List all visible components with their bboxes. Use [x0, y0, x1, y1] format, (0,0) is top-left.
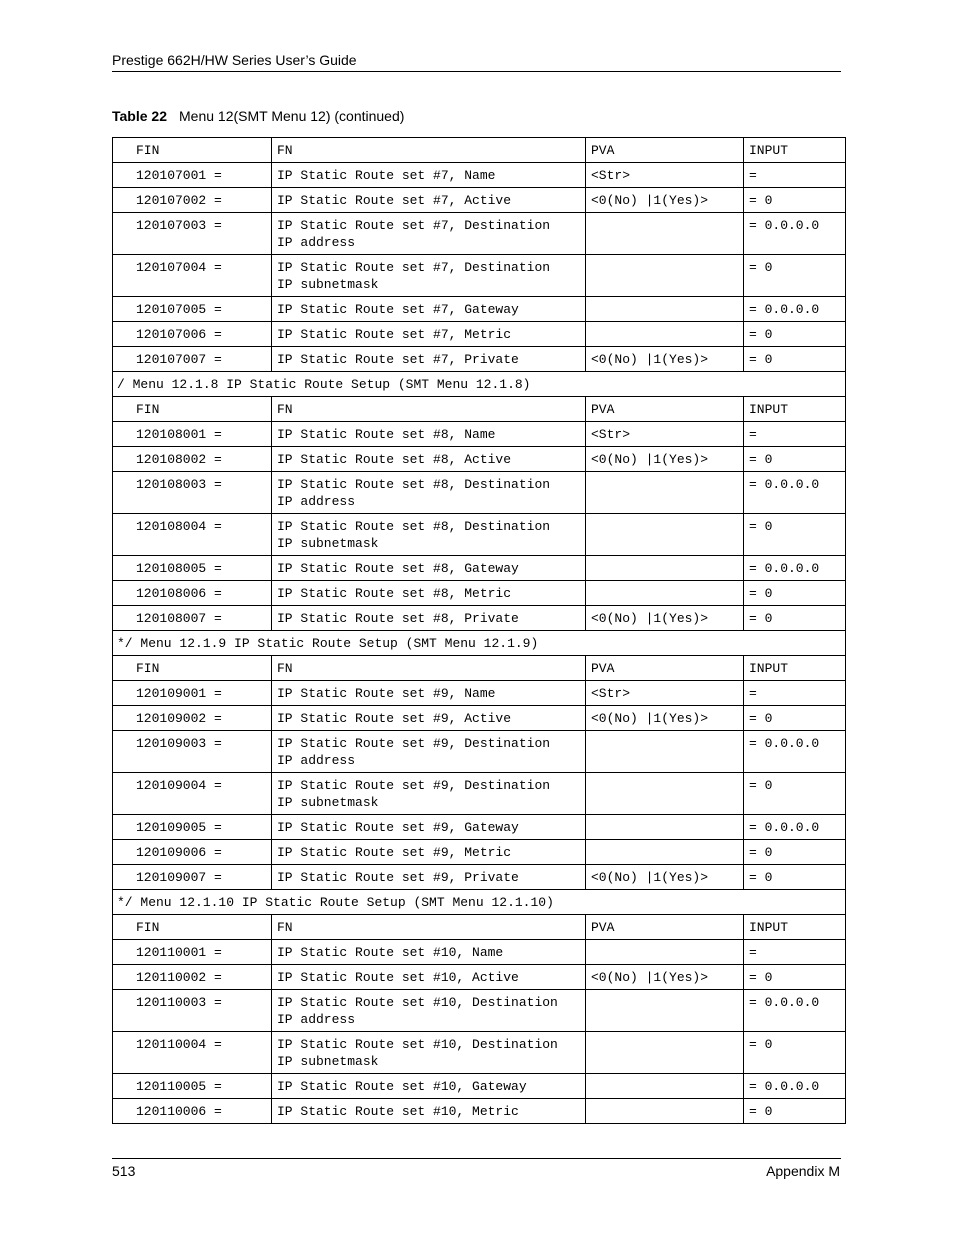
- fn-cell: IP Static Route set #10, Name: [272, 940, 586, 965]
- pva-cell: [586, 581, 744, 606]
- pva-cell: [586, 940, 744, 965]
- table-row: [113, 213, 846, 255]
- table-row: [113, 297, 846, 322]
- fn-cell: IP Static Route set #10, Active: [272, 965, 586, 990]
- table-row: [113, 556, 846, 581]
- section-title: / Menu 12.1.8 IP Static Route Setup (SMT Menu 12.1.8): [113, 372, 846, 397]
- fin-cell: 120108006 =: [113, 581, 272, 606]
- table-header-row: [113, 397, 846, 422]
- pva-cell: <0(No) |1(Yes)>: [586, 865, 744, 890]
- footer-divider: [112, 1158, 841, 1159]
- pva-cell: <0(No) |1(Yes)>: [586, 188, 744, 213]
- table-header-row: [113, 138, 846, 163]
- pva-cell: <0(No) |1(Yes)>: [586, 965, 744, 990]
- input-cell: = 0: [744, 255, 846, 297]
- input-cell: = 0: [744, 514, 846, 556]
- pva-cell: <Str>: [586, 163, 744, 188]
- table-row: [113, 422, 846, 447]
- table-row: [113, 514, 846, 556]
- fn-cell: IP Static Route set #8, Metric: [272, 581, 586, 606]
- pva-cell: <0(No) |1(Yes)>: [586, 706, 744, 731]
- pva-cell: [586, 731, 744, 773]
- fn-cell: IP Static Route set #7, Gateway: [272, 297, 586, 322]
- pva-cell: [586, 514, 744, 556]
- input-cell: = 0: [744, 581, 846, 606]
- input-cell: = 0.0.0.0: [744, 815, 846, 840]
- table-row: [113, 865, 846, 890]
- fn-cell: IP Static Route set #7, Name: [272, 163, 586, 188]
- column-header-fn-cell: FN: [272, 138, 586, 163]
- table-row: [113, 1099, 846, 1124]
- input-cell: = 0: [744, 1032, 846, 1074]
- pva-cell: [586, 255, 744, 297]
- fin-cell: 120107004 =: [113, 255, 272, 297]
- input-cell: = 0.0.0.0: [744, 731, 846, 773]
- fin-cell: 120110004 =: [113, 1032, 272, 1074]
- table-header-row: [113, 915, 846, 940]
- input-cell: = 0: [744, 447, 846, 472]
- fn-cell: IP Static Route set #10, Gateway: [272, 1074, 586, 1099]
- fin-cell: 120109005 =: [113, 815, 272, 840]
- fn-cell: IP Static Route set #7, Private: [272, 347, 586, 372]
- fin-cell: 120108004 =: [113, 514, 272, 556]
- input-cell: = 0.0.0.0: [744, 990, 846, 1032]
- pva-cell: [586, 840, 744, 865]
- fn-cell: IP Static Route set #9, Destination IP address: [272, 731, 586, 773]
- fin-cell: 120108001 =: [113, 422, 272, 447]
- column-header-input-cell: INPUT: [744, 915, 846, 940]
- input-cell: = 0: [744, 347, 846, 372]
- input-cell: =: [744, 422, 846, 447]
- pva-cell: [586, 297, 744, 322]
- input-cell: = 0: [744, 1099, 846, 1124]
- column-header-pva-cell: PVA: [586, 915, 744, 940]
- input-cell: = 0: [744, 773, 846, 815]
- fin-cell: 120107007 =: [113, 347, 272, 372]
- column-header-fin-cell: FIN: [113, 138, 272, 163]
- fin-cell: 120108002 =: [113, 447, 272, 472]
- input-cell: = 0: [744, 606, 846, 631]
- input-cell: = 0.0.0.0: [744, 472, 846, 514]
- section-title: */ Menu 12.1.9 IP Static Route Setup (SMT Menu 12.1.9): [113, 631, 846, 656]
- fin-cell: 120110002 =: [113, 965, 272, 990]
- fn-cell: IP Static Route set #10, Destination IP subnetmask: [272, 1032, 586, 1074]
- pva-cell: <0(No) |1(Yes)>: [586, 347, 744, 372]
- pva-cell: [586, 815, 744, 840]
- section-row: [113, 372, 846, 397]
- input-cell: =: [744, 681, 846, 706]
- fin-cell: 120107001 =: [113, 163, 272, 188]
- input-cell: = 0: [744, 322, 846, 347]
- menu-table: [112, 137, 846, 1124]
- fin-cell: 120109003 =: [113, 731, 272, 773]
- table-row: [113, 706, 846, 731]
- fin-cell: 120110001 =: [113, 940, 272, 965]
- fn-cell: IP Static Route set #8, Private: [272, 606, 586, 631]
- fn-cell: IP Static Route set #9, Destination IP subnetmask: [272, 773, 586, 815]
- input-cell: = 0.0.0.0: [744, 1074, 846, 1099]
- fin-cell: 120109007 =: [113, 865, 272, 890]
- pva-cell: <0(No) |1(Yes)>: [586, 606, 744, 631]
- input-cell: = 0.0.0.0: [744, 213, 846, 255]
- table-row: [113, 731, 846, 773]
- input-cell: =: [744, 163, 846, 188]
- column-header-fn-cell: FN: [272, 397, 586, 422]
- pva-cell: [586, 1074, 744, 1099]
- table-row: [113, 773, 846, 815]
- fn-cell: IP Static Route set #9, Private: [272, 865, 586, 890]
- input-cell: = 0: [744, 706, 846, 731]
- fn-cell: IP Static Route set #8, Name: [272, 422, 586, 447]
- table-row: [113, 163, 846, 188]
- column-header-input-cell: INPUT: [744, 656, 846, 681]
- fn-cell: IP Static Route set #10, Metric: [272, 1099, 586, 1124]
- column-header-pva-cell: PVA: [586, 397, 744, 422]
- pva-cell: [586, 556, 744, 581]
- table-header-row: [113, 656, 846, 681]
- column-header-fn-cell: FN: [272, 656, 586, 681]
- table-row: [113, 606, 846, 631]
- input-cell: = 0: [744, 965, 846, 990]
- fn-cell: IP Static Route set #7, Destination IP address: [272, 213, 586, 255]
- table-caption: [112, 107, 404, 125]
- table-row: [113, 815, 846, 840]
- fin-cell: 120107003 =: [113, 213, 272, 255]
- running-header: Prestige 662H/HW Series User’s Guide: [112, 52, 357, 68]
- fin-cell: 120107002 =: [113, 188, 272, 213]
- pva-cell: <Str>: [586, 422, 744, 447]
- fn-cell: IP Static Route set #8, Destination IP address: [272, 472, 586, 514]
- table-row: [113, 322, 846, 347]
- pva-cell: [586, 1099, 744, 1124]
- input-cell: =: [744, 940, 846, 965]
- fn-cell: IP Static Route set #8, Gateway: [272, 556, 586, 581]
- table-row: [113, 965, 846, 990]
- pva-cell: <0(No) |1(Yes)>: [586, 447, 744, 472]
- footer-section: Appendix M: [766, 1163, 840, 1179]
- fin-cell: 120109002 =: [113, 706, 272, 731]
- fin-cell: 120109001 =: [113, 681, 272, 706]
- section-title: */ Menu 12.1.10 IP Static Route Setup (SMT Menu 12.1.10): [113, 890, 846, 915]
- column-header-fin-cell: FIN: [113, 397, 272, 422]
- pva-cell: [586, 472, 744, 514]
- fin-cell: 120108007 =: [113, 606, 272, 631]
- table-row: [113, 1032, 846, 1074]
- fn-cell: IP Static Route set #10, Destination IP address: [272, 990, 586, 1032]
- fn-cell: IP Static Route set #7, Active: [272, 188, 586, 213]
- input-cell: = 0: [744, 840, 846, 865]
- table-row: [113, 472, 846, 514]
- pva-cell: [586, 322, 744, 347]
- column-header-input-cell: INPUT: [744, 397, 846, 422]
- header-divider: [112, 71, 841, 72]
- fn-cell: IP Static Route set #8, Active: [272, 447, 586, 472]
- section-row: [113, 890, 846, 915]
- table-row: [113, 188, 846, 213]
- fin-cell: 120108005 =: [113, 556, 272, 581]
- pva-cell: [586, 990, 744, 1032]
- page-number: 513: [112, 1163, 136, 1179]
- input-cell: = 0.0.0.0: [744, 297, 846, 322]
- column-header-fin-cell: FIN: [113, 656, 272, 681]
- column-header-fin-cell: FIN: [113, 915, 272, 940]
- fn-cell: IP Static Route set #9, Active: [272, 706, 586, 731]
- table-row: [113, 581, 846, 606]
- fin-cell: 120109004 =: [113, 773, 272, 815]
- fn-cell: IP Static Route set #9, Metric: [272, 840, 586, 865]
- table-row: [113, 347, 846, 372]
- menu-table-body: [113, 138, 846, 1124]
- fn-cell: IP Static Route set #9, Gateway: [272, 815, 586, 840]
- fin-cell: 120108003 =: [113, 472, 272, 514]
- column-header-input-cell: INPUT: [744, 138, 846, 163]
- fin-cell: 120107005 =: [113, 297, 272, 322]
- column-header-pva-cell: PVA: [586, 656, 744, 681]
- fn-cell: IP Static Route set #8, Destination IP subnetmask: [272, 514, 586, 556]
- table-row: [113, 1074, 846, 1099]
- table-row: [113, 255, 846, 297]
- fin-cell: 120110005 =: [113, 1074, 272, 1099]
- section-row: [113, 631, 846, 656]
- fin-cell: 120107006 =: [113, 322, 272, 347]
- table-caption-label: Table 22: [112, 108, 167, 124]
- table-row: [113, 681, 846, 706]
- pva-cell: [586, 773, 744, 815]
- column-header-pva-cell: PVA: [586, 138, 744, 163]
- fn-cell: IP Static Route set #9, Name: [272, 681, 586, 706]
- fin-cell: 120110003 =: [113, 990, 272, 1032]
- table-row: [113, 940, 846, 965]
- fn-cell: IP Static Route set #7, Metric: [272, 322, 586, 347]
- table-row: [113, 447, 846, 472]
- fin-cell: 120110006 =: [113, 1099, 272, 1124]
- table-row: [113, 990, 846, 1032]
- table-row: [113, 840, 846, 865]
- pva-cell: [586, 1032, 744, 1074]
- input-cell: = 0: [744, 188, 846, 213]
- fn-cell: IP Static Route set #7, Destination IP subnetmask: [272, 255, 586, 297]
- pva-cell: <Str>: [586, 681, 744, 706]
- input-cell: = 0: [744, 865, 846, 890]
- table-caption-text: Menu 12(SMT Menu 12) (continued): [179, 108, 405, 124]
- fin-cell: 120109006 =: [113, 840, 272, 865]
- column-header-fn-cell: FN: [272, 915, 586, 940]
- input-cell: = 0.0.0.0: [744, 556, 846, 581]
- pva-cell: [586, 213, 744, 255]
